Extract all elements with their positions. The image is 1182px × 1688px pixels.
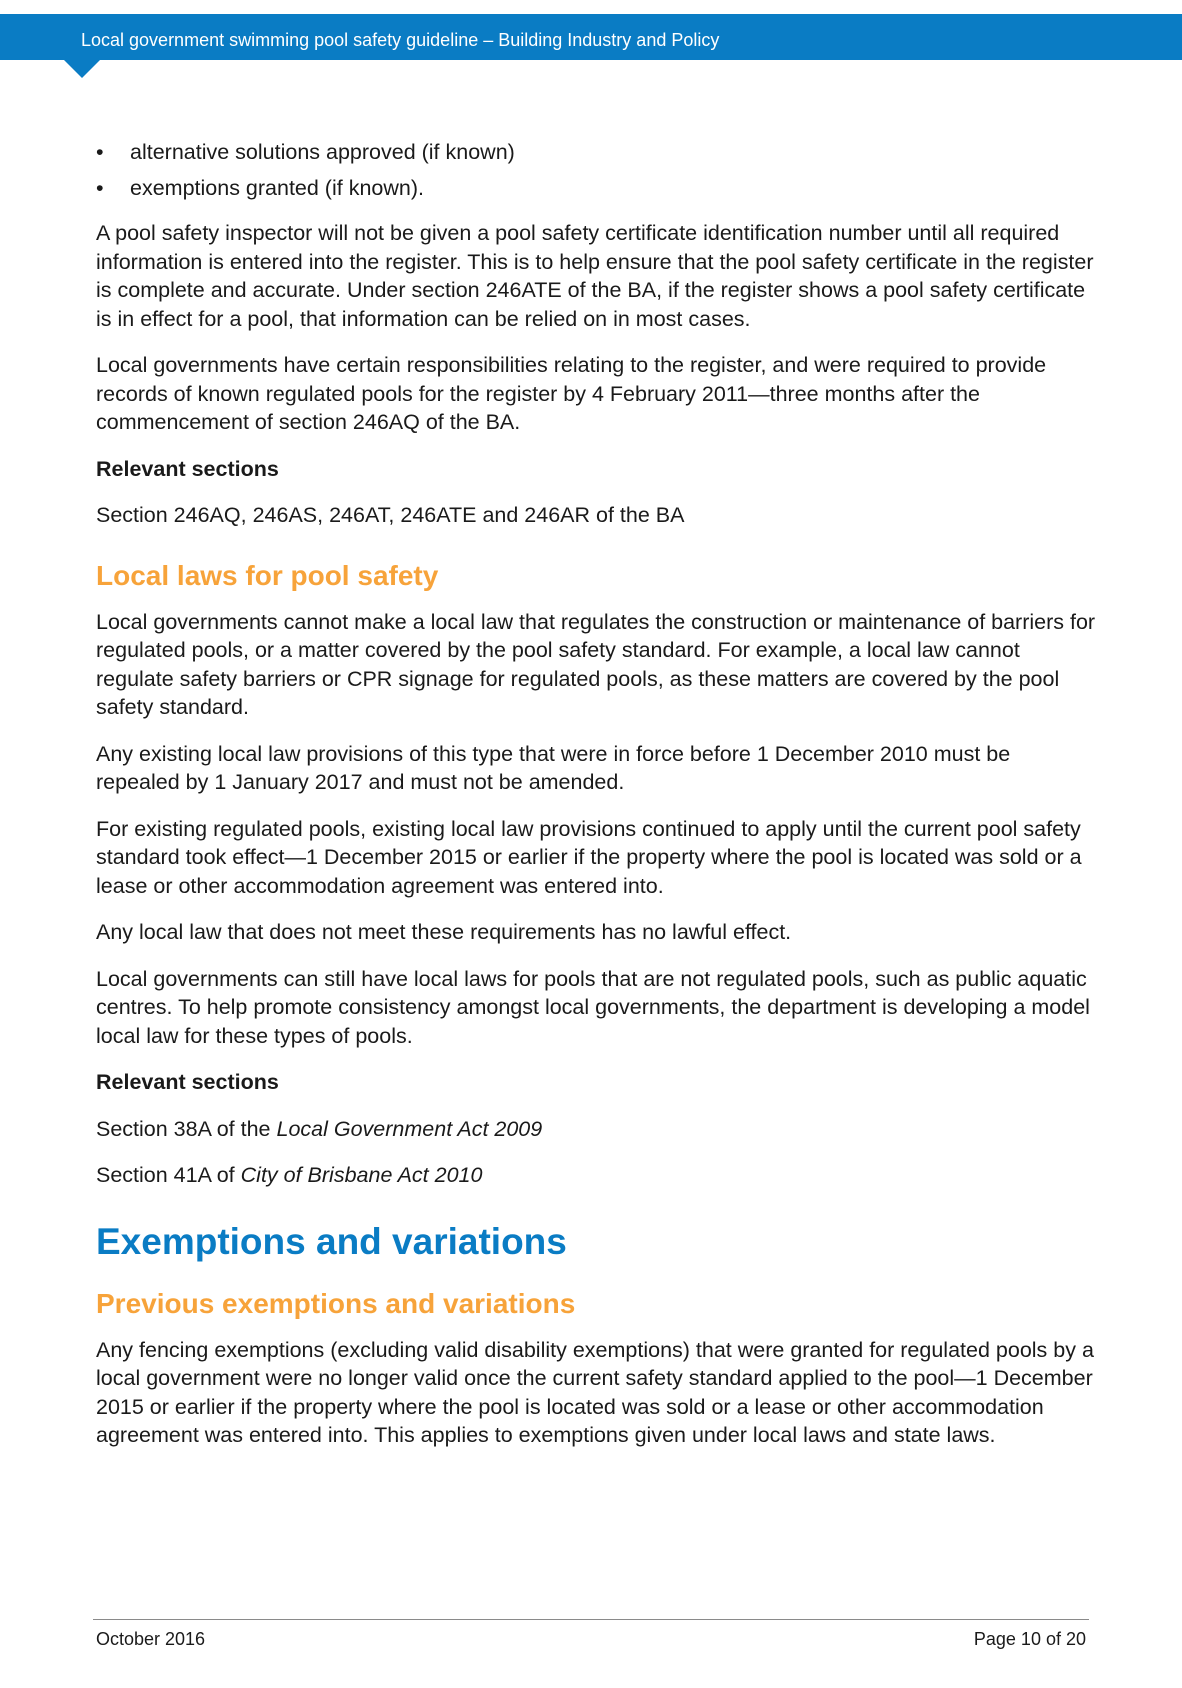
paragraph-local-laws-1: Local governments cannot make a local law that regulates the construction or maintenance of barriers for regulated pools, or a matter covered by the pool safety standard. For example, a local law cannot regulate safety barriers or CPR signage for regulated pools, as these matters are covered by the pool safety standard. [96, 609, 1096, 719]
document-header-title: Local government swimming pool safety guideline – Building Industry and Policy [81, 30, 720, 50]
paragraph-local-laws-5: Local governments can still have local laws for pools that are not regulated pools, such as public aquatic centres. To help promote consistency amongst local governments, the department is developing a model local law for these types of pools. [96, 966, 1090, 1048]
paragraph-local-laws-4: Any local law that does not meet these requirements has no lawful effect. [96, 920, 792, 944]
act-title: City of Brisbane Act 2010 [240, 1163, 483, 1187]
page-content [96, 138, 1096, 1468]
list-item: • exemptions granted (if known). [96, 174, 1096, 203]
subheading-previous-exemptions: Previous exemptions and variations [96, 1287, 576, 1319]
header-tab-marker [64, 60, 100, 78]
paragraph-local-laws-3: For existing regulated pools, existing local law provisions continued to apply until the current pool safety standard took effect—1 December 2015 or earlier if the property where the pool is located was sold or a lease or other accommodation agreement was entered into. [96, 816, 1082, 898]
paragraph-register-info: A pool safety inspector will not be given a pool safety certificate identification number until all required information is entered into the register. This is to help ensure that the pool safety certificate in the register is complete and accurate. Under section 246ATE of the BA, if the register shows a pool safety certificate is in effect for a pool, that information can be relied on in most cases. [96, 221, 1094, 331]
ref-prefix: Section 38A of the [96, 1116, 277, 1141]
footer-page-number: Page 10 of 20 [973, 1629, 1086, 1649]
info-bullet-list [96, 138, 1096, 202]
relevant-sections-text: Section 246AQ, 246AS, 246AT, 246ATE and 246AR of the BA [96, 503, 685, 527]
footer-divider [93, 1619, 1089, 1620]
ref-prefix: Section 41A of [96, 1163, 241, 1187]
paragraph-exemptions: Any fencing exemptions (excluding valid disability exemptions) that were granted for regulated pools by a local government were no longer valid once the current safety standard applied to the pool—1 December 2015 or earlier if the property where the pool is located was sold or a lease or other accommodation agreement was entered into. This applies to exemptions given under local laws and state laws. [96, 1337, 1094, 1447]
paragraph-local-laws-2: Any existing local law provisions of this type that were in force before 1 December 2010 must be repealed by 1 January 2017 and must not be amended. [96, 741, 1011, 794]
relevant-section-ref-1 [96, 1115, 1096, 1144]
list-item: • alternative solutions approved (if known) [96, 138, 1096, 167]
heading-exemptions: Exemptions and variations [96, 1220, 567, 1262]
relevant-sections-label: Relevant sections [96, 1070, 279, 1094]
paragraph-register-responsibilities: Local governments have certain responsibilities relating to the register, and were required to provide records of known regulated pools for the register by 4 February 2011—three months after the commencement of section 246AQ of the BA. [96, 353, 1047, 434]
relevant-sections-label: Relevant sections [96, 456, 279, 481]
act-title: Local Government Act 2009 [276, 1116, 543, 1141]
footer-date: October 2016 [96, 1629, 206, 1649]
relevant-section-ref-2 [96, 1161, 1096, 1190]
heading-local-laws: Local laws for pool safety [96, 559, 439, 591]
